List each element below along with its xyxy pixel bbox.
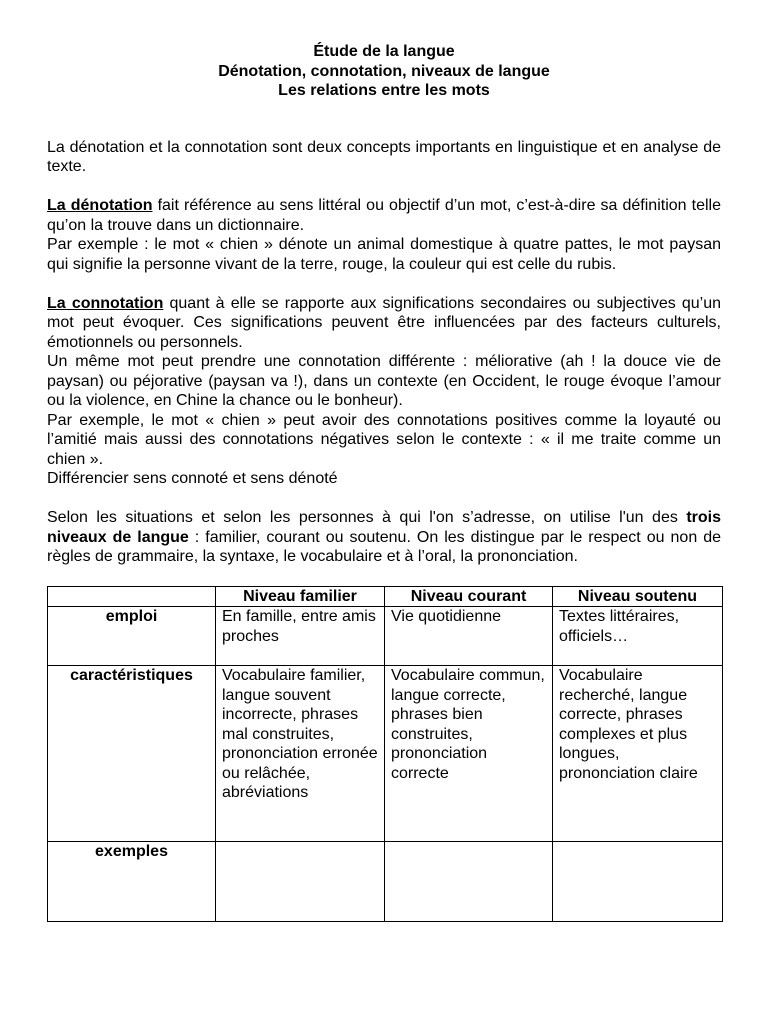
- denotation-definition: [47, 196, 721, 235]
- denotation-example: Par exemple : le mot « chien » dénote un animal domestique à quatre pattes, le mot paysan qui signifie la personne vivant de la terre, rouge, la couleur qui est celle du rubis.: [47, 236, 721, 273]
- denotation-definition-text: fait référence au sens littéral ou objectif d’un mot, c’est-à-dire sa définition telle qu’on la trouve dans un dictionnaire.: [47, 197, 721, 234]
- table-cell: Vocabulaire familier, langue souvent incorrecte, phrases mal construites, prononciation erronée ou relâchée, abréviations: [216, 666, 385, 842]
- table-header-soutenu: Niveau soutenu: [553, 586, 723, 607]
- connotation-term: La connotation: [47, 294, 164, 312]
- table-cell: En famille, entre amis proches: [216, 607, 385, 666]
- table-header-familier: Niveau familier: [216, 586, 385, 607]
- table-header-row: [48, 586, 723, 607]
- table-row: [48, 842, 723, 922]
- table-cell-empty[interactable]: [553, 842, 723, 922]
- page-title: Étude de la langue: [313, 43, 455, 60]
- table-cell-empty[interactable]: [216, 842, 385, 922]
- connotation-closing: Différencier sens connoté et sens dénoté: [47, 470, 338, 487]
- connotation-example: Par exemple, le mot « chien » peut avoir des connotations positives comme la loyauté ou l’amitié mais aussi des connotations négatives selon le contexte : « il me traite comme un chien ».: [47, 411, 721, 468]
- levels-intro-after: : familier, courant ou soutenu. On les distingue par le respect ou non de règles de grammaire, la syntaxe, le vocabulaire et à l’oral, la prononciation.: [47, 528, 721, 565]
- table-row: [48, 607, 723, 666]
- page-subtitle-2: Les relations entre les mots: [278, 82, 490, 99]
- table-cell: Vocabulaire recherché, langue correcte, phrases complexes et plus longues, prononciation claire: [553, 666, 723, 842]
- intro-paragraph: La dénotation et la connotation sont deux concepts importants en linguistique et en analyse de texte.: [47, 138, 721, 175]
- table-cell: Textes littéraires, officiels…: [553, 607, 723, 666]
- row-label-emploi: emploi: [48, 607, 216, 666]
- denotation-term: La dénotation: [47, 197, 153, 214]
- table-cell: Vie quotidienne: [385, 607, 553, 666]
- levels-intro-bold: trois niveaux de langue: [47, 509, 721, 546]
- table-header-empty: [48, 586, 216, 607]
- title-block: [47, 42, 721, 101]
- levels-intro-before: Selon les situations et selon les personnes à qui l'on s’adresse, on utilise l'un des: [47, 509, 687, 526]
- levels-intro: [47, 508, 721, 567]
- row-label-exemples: exemples: [48, 842, 216, 922]
- connotation-definition: [47, 294, 721, 353]
- table-row: [48, 666, 723, 842]
- table-cell-empty[interactable]: [385, 842, 553, 922]
- connotation-definition-text: quant à elle se rapporte aux significations secondaires ou subjectives qu’un mot peut évoquer. Ces significations peuvent être influencées par des facteurs culturels, émotionnels ou personnels.: [47, 294, 722, 351]
- table-cell: Vocabulaire commun, langue correcte, phrases bien construites, prononciation correcte: [385, 666, 553, 842]
- row-label-caracteristiques: caractéristiques: [48, 666, 216, 842]
- language-levels-table: [47, 586, 723, 923]
- table-header-courant: Niveau courant: [385, 586, 553, 607]
- connotation-variation: Un même mot peut prendre une connotation différente : méliorative (ah ! la douce vie de paysan) ou péjorative (paysan va !), dans un contexte (en Occident, le rouge évoque l’amour ou la violence, en Chine la chance ou le bonheur).: [47, 353, 721, 409]
- page-subtitle: Dénotation, connotation, niveaux de langue: [218, 62, 550, 80]
